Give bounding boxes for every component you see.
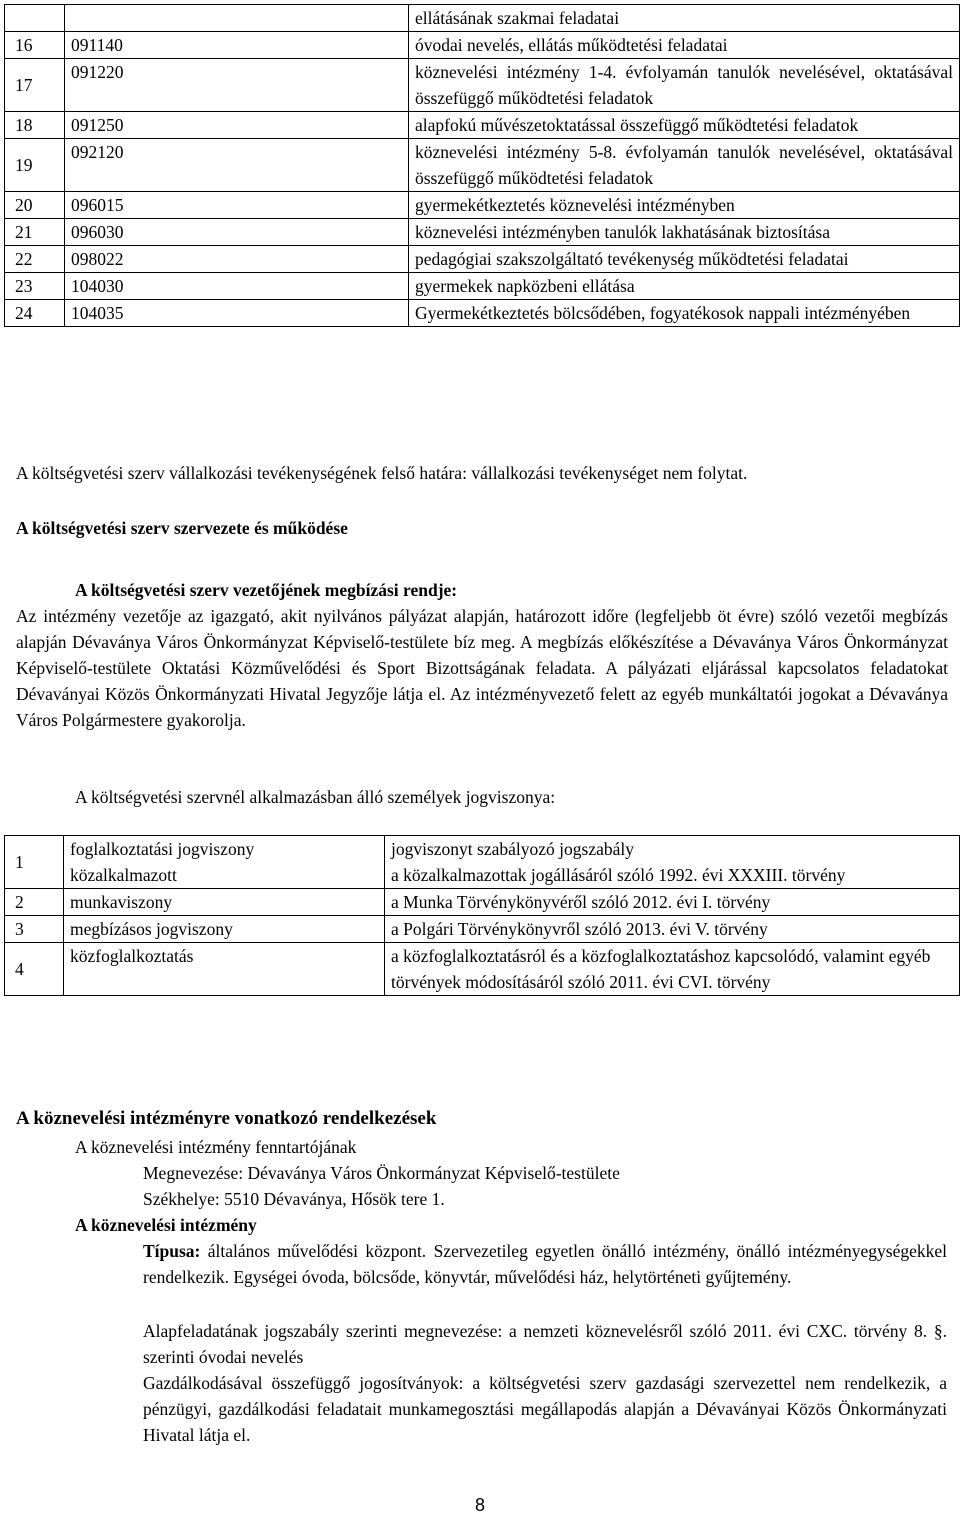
row-desc: pedagógiai szakszolgáltató tevékenység működtetési feladatai: [409, 246, 960, 273]
fenntarto-megnevezes: Megnevezése: Dévaványa Város Önkormányzat Képviselő-testülete: [143, 1163, 620, 1183]
row-type: megbízásos jogviszony: [64, 916, 385, 943]
table-row: [5, 889, 960, 916]
fenntarto-label: A köznevelési intézmény fenntartójának: [75, 1137, 357, 1157]
row-code: 091140: [65, 32, 409, 59]
table-row: [5, 246, 960, 273]
row-desc: gyermekek napközbeni ellátása: [409, 273, 960, 300]
header-col1: foglalkoztatási jogviszony: [64, 836, 385, 863]
row-type: közalkalmazott: [64, 862, 385, 889]
table-row: [5, 139, 960, 192]
row-code: 098022: [65, 246, 409, 273]
row-law: a Munka Törvénykönyvéről szóló 2012. évi I. törvény: [385, 889, 960, 916]
row-code: 091220: [65, 59, 409, 112]
tipusa-text: általános művelődési központ. Szervezetileg egyetlen önálló intézmény, önálló intézményegységekkel rendelkezik. Egységei óvoda, bölcsőde, könyvtár, művelődési ház, helytörténeti gyűjtemény.: [143, 1241, 948, 1287]
tipusa-label: Típusa:: [143, 1241, 201, 1261]
table-row: [5, 273, 960, 300]
row-code: 092120: [65, 139, 409, 192]
vezeto-heading: A költségvetési szerv vezetőjének megbízási rendje:: [75, 580, 458, 600]
row-number: 20: [5, 192, 65, 219]
table-row: [5, 32, 960, 59]
table-header-row: [5, 836, 960, 863]
row-number: 4: [5, 943, 64, 996]
row-code: 104030: [65, 273, 409, 300]
row-desc: alapfokú művészetoktatással összefüggő működtetési feladatok: [409, 112, 960, 139]
table-row: [5, 300, 960, 327]
table-row: [5, 862, 960, 889]
row-code: 096015: [65, 192, 409, 219]
table-row: [5, 5, 960, 32]
row-desc: köznevelési intézmény 1-4. évfolyamán tanulók nevelésével, oktatásával összefüggő működtetési feladatok: [409, 59, 960, 112]
row-law: a Polgári Törvénykönyvről szóló 2013. évi V. törvény: [385, 916, 960, 943]
header-col2: jogviszonyt szabályozó jogszabály: [385, 836, 960, 863]
row-type: közfoglalkoztatás: [64, 943, 385, 996]
row-law: a közalkalmazottak jogállásáról szóló 1992. évi XXXIII. törvény: [385, 862, 960, 889]
row-desc: Gyermekétkeztetés bölcsődében, fogyatékosok nappali intézményében: [409, 300, 960, 327]
row-code: 096030: [65, 219, 409, 246]
row-number: 23: [5, 273, 65, 300]
fenntarto-szekhely: Székhelye: 5510 Dévaványa, Hősök tere 1.: [143, 1189, 445, 1209]
row-desc: köznevelési intézmény 5-8. évfolyamán tanulók nevelésével, oktatásával összefüggő működtetési feladatok: [409, 139, 960, 192]
gazdalkodas-text: Gazdálkodásával összefüggő jogosítványok: a költségvetési szerv gazdasági szervezettel nem rendelkezik, a pénzügyi, gazdálkodási feladatait munkamegosztási megállapodás alapján a Dévaványai Közös Önkormányzati Hivatal látja el.: [143, 1373, 947, 1445]
vezeto-text: Az intézmény vezetője az igazgató, akit nyilvános pályázat alapján, határozott időre (legfeljebb öt évre) szóló vezetői megbízás alapján Dévaványa Város Önkormányzat Képviselő-testülete bíz meg. A megbízás előkészítése a Dévaványa Város Önkormányzat Képviselő-testülete Oktatási Közművelődési és Sport Bizottságának feladata. A pályázati eljárással kapcsolatos feladatokat Dévaványai Közös Önkormányzati Hivatal Jegyzője látja el. Az intézményvezető felett az egyéb munkáltatói jogokat a Dévaványa Város Polgármestere gyakorolja.: [16, 606, 948, 730]
vallalkozasi-text: A költségvetési szerv vállalkozási tevékenységének felső határa: vállalkozási tevékenységet nem folytat.: [16, 463, 748, 483]
row-number: 24: [5, 300, 65, 327]
table-row: [5, 916, 960, 943]
row-number: [5, 5, 65, 32]
intezmeny-label: A köznevelési intézmény: [75, 1215, 257, 1235]
row-number: 21: [5, 219, 65, 246]
row-number: 17: [5, 59, 65, 112]
activity-table: [4, 4, 960, 327]
jogviszony-title: A költségvetési szervnél alkalmazásban álló személyek jogviszonya:: [75, 787, 556, 807]
row-desc: óvodai nevelés, ellátás működtetési feladatai: [409, 32, 960, 59]
row-code: 104035: [65, 300, 409, 327]
page-number: 8: [474, 1495, 485, 1515]
row-number: 3: [5, 916, 64, 943]
alapfeladat-text: Alapfeladatának jogszabály szerinti megnevezése: a nemzeti köznevelésről szóló 2011. évi CXC. törvény 8. §. szerinti óvodai nevelés: [143, 1321, 947, 1367]
table-row: [5, 59, 960, 112]
intezmeny-tipusa: [143, 1238, 947, 1290]
row-number: 2: [5, 889, 64, 916]
row-desc: gyermekétkeztetés köznevelési intézményben: [409, 192, 960, 219]
table-row: [5, 943, 960, 996]
row-number: 16: [5, 32, 65, 59]
row-code: [65, 5, 409, 32]
row-number: 22: [5, 246, 65, 273]
jogviszony-table: [4, 835, 960, 996]
table-row: [5, 219, 960, 246]
row-type: munkaviszony: [64, 889, 385, 916]
row-number: 18: [5, 112, 65, 139]
row-number: 19: [5, 139, 65, 192]
row-code: 091250: [65, 112, 409, 139]
row-desc: ellátásának szakmai feladatai: [409, 5, 960, 32]
row-desc: köznevelési intézményben tanulók lakhatásának biztosítása: [409, 219, 960, 246]
table-row: [5, 192, 960, 219]
section-title: A költségvetési szerv szervezete és működése: [16, 518, 348, 538]
table-row: [5, 112, 960, 139]
kozneveles-title: A köznevelési intézményre vonatkozó rendelkezések: [16, 1108, 437, 1129]
row-number: 1: [5, 836, 64, 889]
row-law: a közfoglalkoztatásról és a közfoglalkoztatáshoz kapcsolódó, valamint egyéb törvények módosításáról szóló 2011. évi CVI. törvény: [385, 943, 960, 996]
